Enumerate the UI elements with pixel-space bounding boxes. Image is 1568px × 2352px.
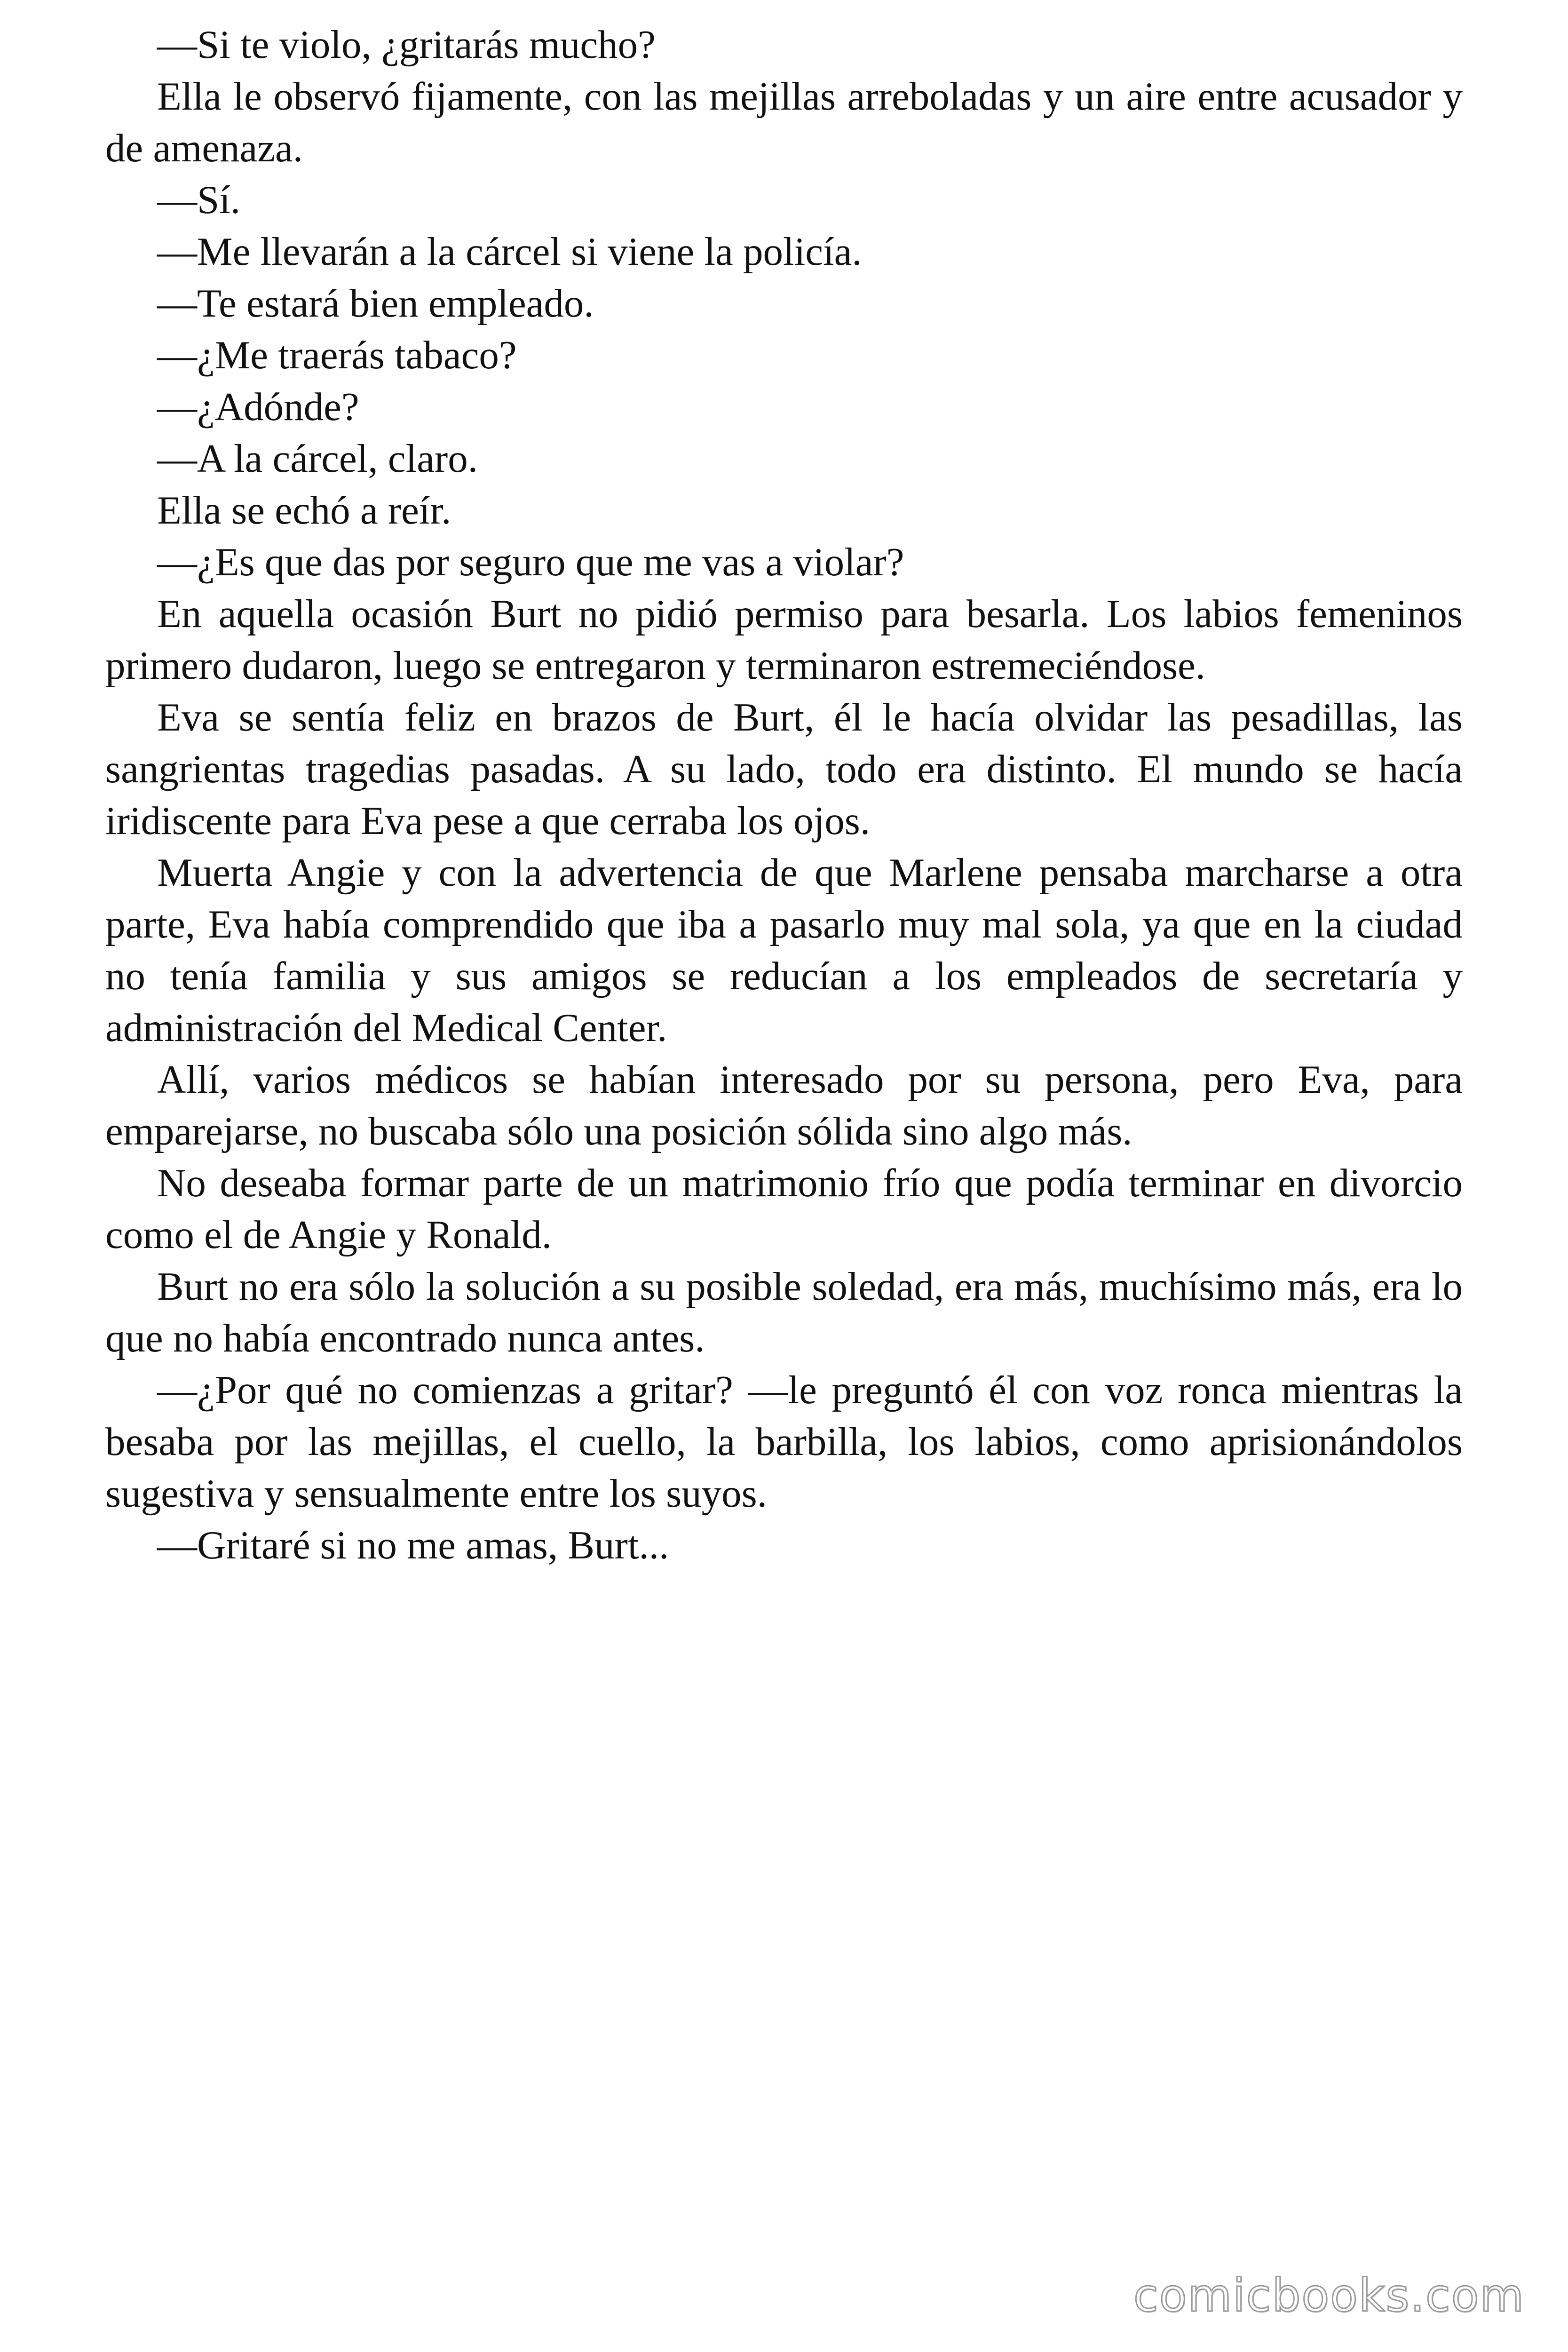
paragraph: No deseaba formar parte de un matrimonio frío que podía terminar en divorcio como el de Angie y Ronald. xyxy=(105,1161,1463,1257)
site-watermark: comicbooks.com xyxy=(1133,2269,1525,2322)
paragraph: Muerta Angie y con la advertencia de que Marlene pensaba marcharse a otra parte, Eva había comprendido que iba a pasarlo muy mal sola, ya que en la ciudad no tenía familia y sus amigos se reducían a los empleados de secretaría y administración del Medical Center. xyxy=(105,850,1463,1050)
paragraph: —Sí. xyxy=(157,178,241,222)
paragraph: Ella le observó fijamente, con las mejillas arreboladas y un aire entre acusador y de amenaza. xyxy=(105,74,1463,170)
paragraph: Ella se echó a reír. xyxy=(157,488,451,532)
paragraph: Allí, varios médicos se habían interesado por su persona, pero Eva, para emparejarse, no buscaba sólo una posición sólida sino algo más. xyxy=(105,1057,1463,1153)
paragraph: —¿Adónde? xyxy=(157,385,359,429)
paragraph: —Te estará bien empleado. xyxy=(157,281,594,326)
paragraph: —Me llevarán a la cárcel si viene la policía. xyxy=(157,230,862,274)
paragraph: Burt no era sólo la solución a su posible soledad, era más, muchísimo más, era lo que no había encontrado nunca antes. xyxy=(105,1264,1463,1360)
paragraph: —Gritaré si no me amas, Burt... xyxy=(157,1523,669,1567)
paragraph: Eva se sentía feliz en brazos de Burt, él le hacía olvidar las pesadillas, las sangrientas tragedias pasadas. A su lado, todo era distinto. El mundo se hacía iridiscente para Eva pese a que cerraba los ojos. xyxy=(105,695,1463,843)
paragraph: —Si te violo, ¿gritarás mucho? xyxy=(157,23,656,67)
paragraph: En aquella ocasión Burt no pidió permiso para besarla. Los labios femeninos primero dudaron, luego se entregaron y terminaron estremeciéndose. xyxy=(105,592,1463,688)
paragraph: —¿Por qué no comienzas a gritar? —le preguntó él con voz ronca mientras la besaba por las mejillas, el cuello, la barbilla, los labios, como aprisionándolos sugestiva y sensualmente entre los suyos. xyxy=(105,1368,1463,1516)
paragraph: —¿Es que das por seguro que me vas a violar? xyxy=(157,540,904,584)
paragraph: —A la cárcel, claro. xyxy=(157,437,478,481)
paragraph: —¿Me traerás tabaco? xyxy=(157,333,517,377)
book-page xyxy=(105,19,1463,1571)
